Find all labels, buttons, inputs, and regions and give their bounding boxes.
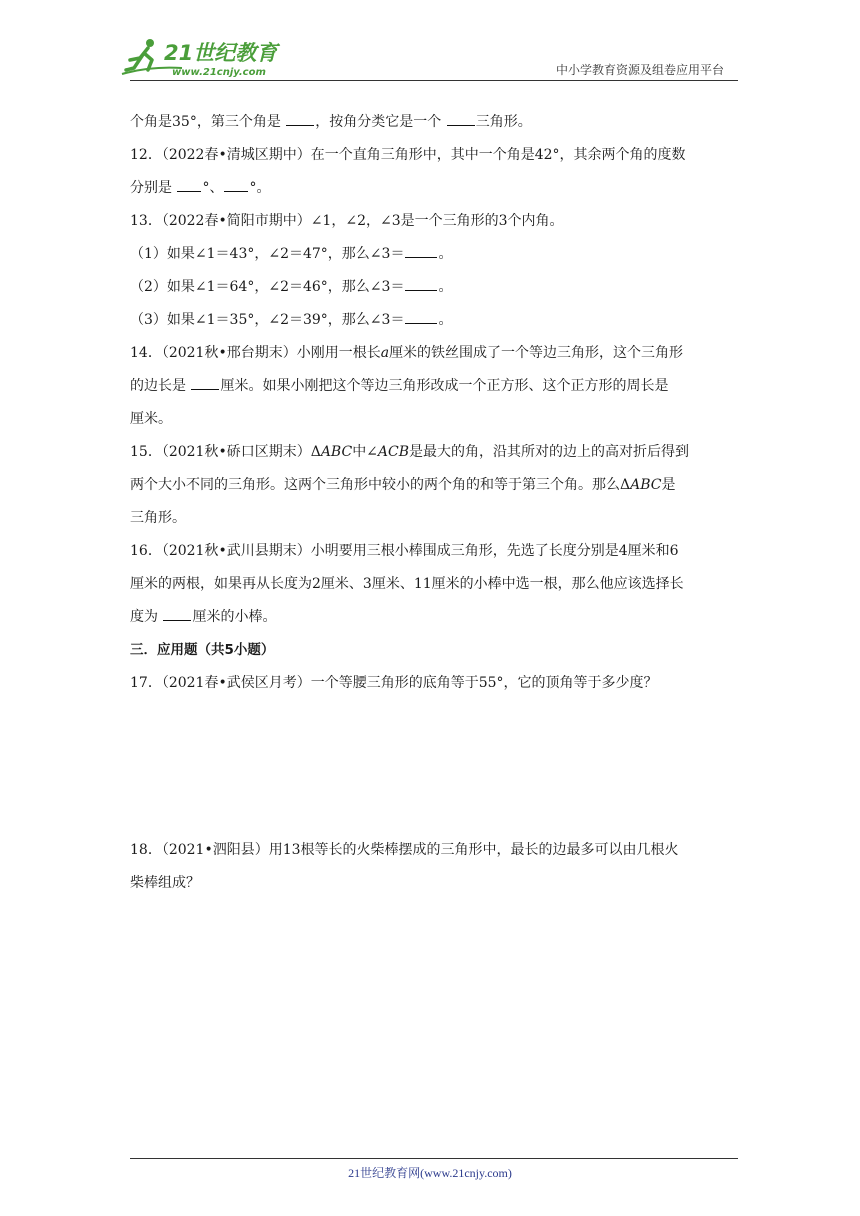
- q14-line2: 的边长是 厘米。如果小刚把这个等边三角形改成一个正方形、这个正方形的周长是: [130, 370, 740, 403]
- header-divider: [130, 80, 738, 81]
- q16-line1: 16．（2021秋•武川县期末）小明要用三根小棒围成三角形，先选了长度分别是4厘米和6: [130, 543, 679, 559]
- answer-blank: [191, 375, 219, 390]
- answer-space: [130, 700, 740, 834]
- q15-line1: 15．（2021秋•硚口区期末）ΔABC中∠ACB是最大的角，沿其所对的边上的高对折后得到: [130, 444, 690, 460]
- answer-blank: [177, 177, 201, 192]
- answer-blank: [405, 309, 437, 324]
- q15-line3: 三角形。: [130, 510, 186, 526]
- site-logo: [120, 34, 290, 80]
- question-body: [130, 106, 740, 900]
- q13-part2: （2）如果∠1＝64°，∠2＝46°，那么∠3＝ 。: [130, 271, 740, 304]
- logo-text: 21世纪教育: [164, 41, 278, 65]
- q15-line2: 两个大小不同的三角形。这两个三角形中较小的两个角的和等于第三个角。那么ΔABC是: [130, 477, 676, 493]
- answer-blank: [286, 111, 314, 126]
- q18-line2: 柴棒组成？: [130, 875, 200, 891]
- q13-line1: 13．（2022春•简阳市期中）∠1，∠2，∠3是一个三角形的3个内角。: [130, 213, 564, 229]
- q13-part1: （1）如果∠1＝43°，∠2＝47°，那么∠3＝ 。: [130, 238, 740, 271]
- q12-line2: 分别是 °、 °。: [130, 172, 740, 205]
- q11-tail: 个角是35°，第三个角是 ，按角分类它是一个 三角形。: [130, 106, 740, 139]
- answer-blank: [447, 111, 475, 126]
- q14-line1: 14．（2021秋•邢台期末）小刚用一根长a厘米的铁丝围成了一个等边三角形，这个三角形: [130, 345, 684, 361]
- header-platform-text: 中小学教育资源及组卷应用平台: [555, 63, 724, 77]
- footer-divider: [130, 1158, 738, 1159]
- q12-line1: 12．（2022春•清城区期中）在一个直角三角形中，其中一个角是42°，其余两个角的度数: [130, 147, 686, 163]
- q13-part3: （3）如果∠1＝35°，∠2＝39°，那么∠3＝ 。: [130, 304, 740, 337]
- q18-line1: 18．（2021•泗阳县）用13根等长的火柴棒摆成的三角形中，最长的边最多可以由几根火: [130, 842, 679, 858]
- answer-blank: [163, 606, 191, 621]
- logo-url: www.21cnjy.com: [172, 67, 266, 78]
- q16-line3: 度为 厘米的小棒。: [130, 601, 740, 634]
- q17-line: 17．（2021春•武侯区月考）一个等腰三角形的底角等于55°，它的顶角等于多少度？: [130, 675, 658, 691]
- q16-line2: 厘米的两根，如果再从长度为2厘米、3厘米、11厘米的小棒中选一根，那么他应该选择长: [130, 576, 684, 592]
- section-heading: 三．应用题（共5小题）: [130, 642, 275, 658]
- footer-text: 21世纪教育网(www.21cnjy.com): [348, 1166, 512, 1180]
- answer-blank: [405, 243, 437, 258]
- answer-blank: [224, 177, 248, 192]
- answer-blank: [405, 276, 437, 291]
- q14-line3: 厘米。: [130, 411, 172, 427]
